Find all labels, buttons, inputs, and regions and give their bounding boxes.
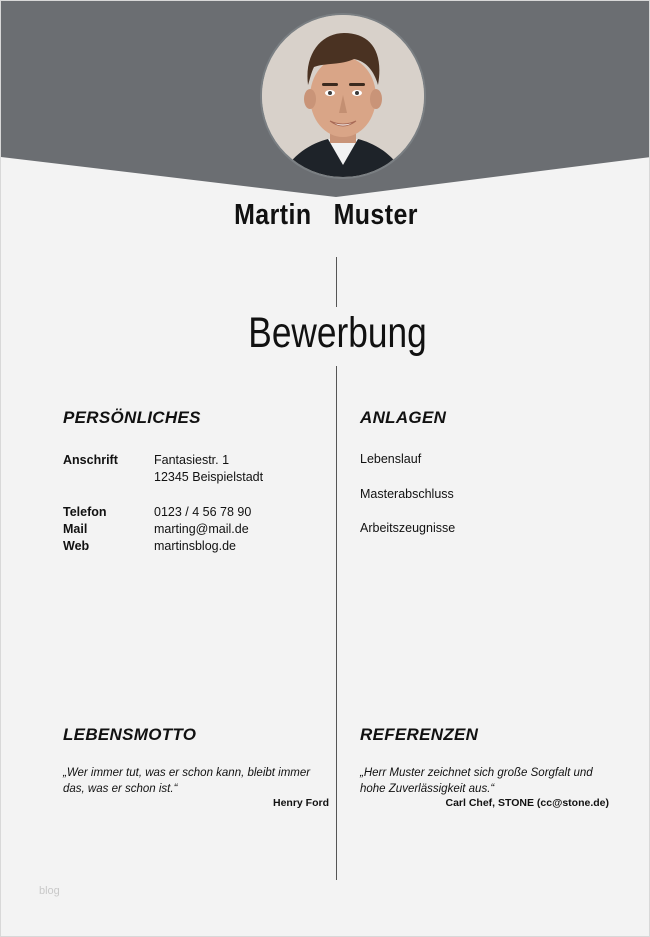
web-value[interactable]: martinsblog.de — [154, 539, 236, 553]
address-label: Anschrift — [63, 453, 118, 467]
address-line2: 12345 Beispielstadt — [154, 470, 264, 484]
vertical-divider-main — [336, 366, 337, 880]
attachment-item: Arbeitszeugnisse — [360, 521, 456, 535]
personal-heading: PERSÖNLICHES — [63, 408, 201, 427]
references-quote: „Herr Muster zeichnet sich große Sorgfalt und hohe Zuverlässigkeit aus.“ — [360, 767, 593, 795]
phone-label: Telefon — [63, 505, 107, 519]
phone-value: 0123 / 4 56 78 90 — [154, 505, 252, 519]
references-author: Carl Chef, STONE (cc@stone.de) — [445, 797, 609, 809]
profile-photo — [260, 13, 426, 179]
address-line1: Fantasiestr. 1 — [154, 453, 230, 467]
mail-value[interactable]: marting@mail.de — [154, 522, 249, 536]
motto-quote: „Wer immer tut, was er schon kann, bleibt immer das, was er schon ist.“ — [63, 767, 311, 795]
web-label: Web — [63, 539, 90, 553]
watermark: blog — [39, 885, 60, 897]
attachment-item: Lebenslauf — [360, 452, 422, 466]
mail-label: Mail — [63, 522, 88, 536]
motto-heading: LEBENSMOTTO — [63, 725, 197, 744]
vertical-divider-top — [336, 257, 337, 307]
attachment-item: Masterabschluss — [360, 487, 454, 501]
document-title: Bewerbung — [248, 309, 427, 357]
references-heading: REFERENZEN — [360, 725, 479, 744]
motto-author: Henry Ford — [272, 797, 329, 809]
applicant-name: Martin Muster — [234, 199, 418, 231]
attachments-heading: ANLAGEN — [360, 408, 447, 427]
